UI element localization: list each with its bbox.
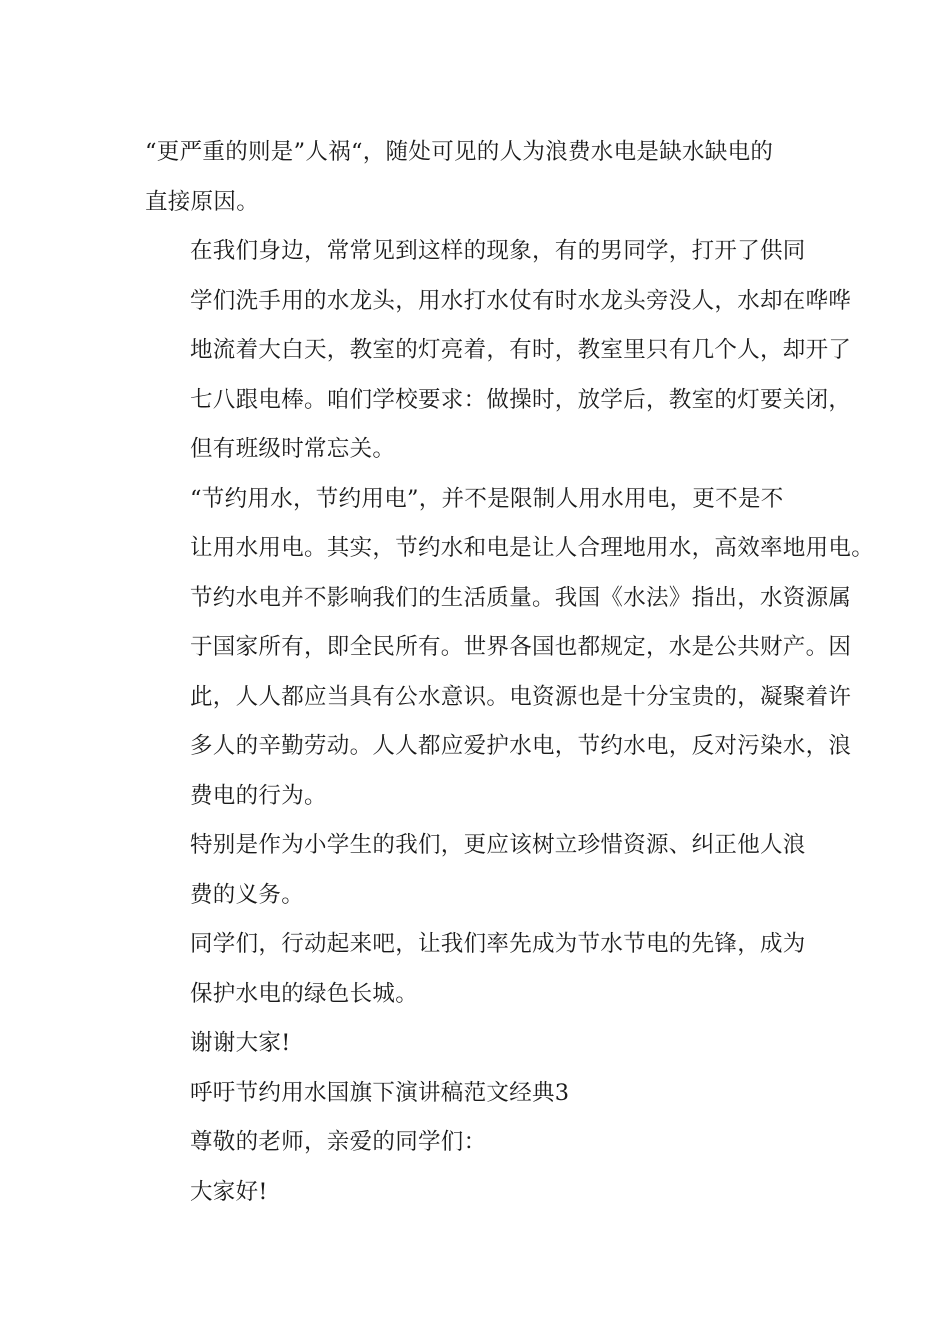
text-line: 费的义务。 [190,881,305,908]
paragraph [145,1069,810,1119]
text-line: 但有班级时常忘关。 [190,436,396,462]
paragraph [145,1019,810,1069]
paragraph [145,475,875,822]
text-line: 节约水电并不影响我们的生活质量。我国《水法》指出，水资源属 [190,584,852,611]
text-line: “更严重的则是”人祸“，随处可见的人为浪费水电是缺水缺电的 [145,139,774,165]
text-line: 在我们身边，常常见到这样的现象，有的男同学，打开了供同 [190,238,806,264]
text-line: “节约用水，节约用电”，并不是限制人用水用电，更不是不 [190,485,784,512]
text-line: 费电的行为。 [190,782,327,809]
paragraph [145,1168,810,1218]
text-line: 尊敬的老师，亲爱的同学们： [190,1129,487,1155]
paragraph [145,227,852,475]
text-line: 大家好! [190,1178,268,1205]
paragraph [145,1118,810,1168]
text-line: 此，人人都应当具有公水意识。电资源也是十分宝贵的，凝聚着许 [190,683,852,710]
text-line: 七八跟电棒。咱们学校要求：做操时，放学后，教室的灯要关闭， [190,386,852,413]
text-line: 特别是作为小学生的我们，更应该树立珍惜资源、纠正他人浪 [190,832,806,858]
text-line: 直接原因。 [145,188,260,215]
text-line: 学们洗手用的水龙头，用水打水仗有时水龙头旁没人，水却在哗哗 [190,287,852,314]
text-line: 呼吁节约用水国旗下演讲稿范文经典3 [190,1079,570,1106]
paragraph [145,920,810,1019]
paragraph [145,821,810,920]
document-body [145,128,875,1217]
text-line: 同学们，行动起来吧，让我们率先成为节水节电的先锋，成为 [190,931,806,957]
text-line: 多人的辛勤劳动。人人都应爱护水电，节约水电，反对污染水，浪 [190,733,852,759]
text-line: 地流着大白天，教室的灯亮着，有时，教室里只有几个人，却开了 [190,337,852,363]
text-line: 保护水电的绿色长城。 [190,980,419,1007]
paragraph [145,128,810,227]
text-line: 谢谢大家! [190,1030,291,1056]
text-line: 于国家所有，即全民所有。世界各国也都规定，水是公共财产。因 [190,634,852,660]
text-line: 让用水用电。其实，节约水和电是让人合理地用水，高效率地用电。 [190,535,875,561]
